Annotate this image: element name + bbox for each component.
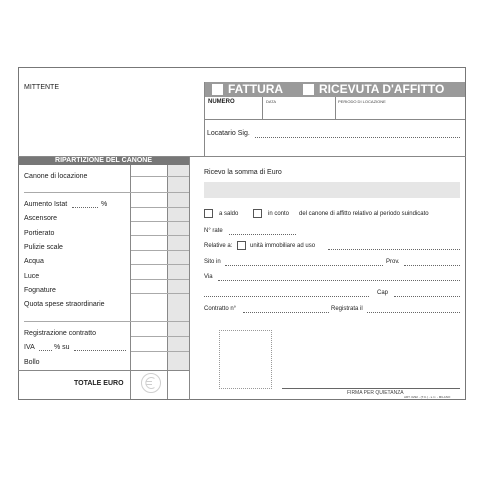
tenant-field[interactable] bbox=[255, 137, 460, 138]
receipt-checkbox[interactable] bbox=[303, 84, 314, 95]
relative-label: Relative a: bbox=[204, 243, 233, 249]
amount-field[interactable] bbox=[204, 182, 460, 198]
breakdown-title: RIPARTIZIONE DEL CANONE bbox=[55, 157, 152, 164]
row-vat-on: % su bbox=[54, 344, 70, 351]
account-label: in conto bbox=[268, 211, 290, 217]
prov-label: Prov. bbox=[386, 259, 400, 265]
rent-text: del canone di affitto relativo al periodo suindicato bbox=[299, 211, 429, 217]
vat-percent-field[interactable] bbox=[39, 350, 52, 351]
cents-column-shade bbox=[168, 165, 189, 370]
signature-line[interactable] bbox=[282, 388, 460, 389]
cap-field[interactable] bbox=[394, 296, 460, 297]
balance-label: a saldo bbox=[219, 211, 239, 217]
number-row-line bbox=[205, 119, 465, 120]
account-checkbox[interactable] bbox=[253, 209, 262, 218]
row-registration: Registrazione contratto bbox=[24, 330, 96, 337]
period-label: PERIODO DI LOCAZIONE bbox=[338, 99, 386, 104]
receipt-title: RICEVUTA D'AFFITTO bbox=[319, 82, 445, 96]
row-light: Luce bbox=[24, 273, 40, 280]
row-water: Acqua bbox=[24, 258, 44, 265]
address-extra-field[interactable] bbox=[204, 296, 369, 297]
street-label: Via bbox=[204, 274, 213, 280]
site-label: Sito in bbox=[204, 259, 221, 265]
contract-field[interactable] bbox=[243, 312, 329, 313]
registered-label: Registrata il bbox=[331, 306, 363, 312]
row-stamp: Bollo bbox=[24, 359, 40, 366]
row-stairs: Pulizie scale bbox=[24, 244, 63, 251]
rate-label: N° rate bbox=[204, 228, 223, 234]
row-istat-percent: % bbox=[101, 201, 108, 208]
vat-base-field[interactable] bbox=[74, 350, 126, 351]
amount-col-left bbox=[130, 165, 131, 399]
rate-field[interactable] bbox=[229, 234, 296, 235]
footer-code: ART. 0292 - (T.C.) - s.r.l. - MILANO bbox=[404, 395, 451, 399]
row-extra-expenses: Quota spese straordinarie bbox=[24, 301, 105, 308]
contract-label: Contratto n° bbox=[204, 306, 237, 312]
euro-icon bbox=[140, 372, 162, 394]
invoice-title: FATTURA bbox=[228, 82, 284, 96]
street-field[interactable] bbox=[218, 280, 460, 281]
signature-label: FIRMA PER QUIETANZA bbox=[347, 390, 404, 396]
tenant-label: Locatario Sig. bbox=[207, 130, 250, 137]
prov-field[interactable] bbox=[404, 265, 460, 266]
registered-field[interactable] bbox=[367, 312, 460, 313]
total-label: TOTALE EURO bbox=[74, 380, 124, 387]
number-label: NUMERO bbox=[208, 99, 235, 105]
istat-percent-field[interactable] bbox=[72, 207, 98, 208]
received-label: Ricevo la somma di Euro bbox=[204, 169, 282, 176]
date-period-divider bbox=[335, 97, 336, 119]
row-rent: Canone di locazione bbox=[24, 173, 88, 180]
unit-label: unità immobiliare ad uso bbox=[250, 243, 316, 249]
number-date-divider bbox=[262, 97, 263, 119]
unit-use-field[interactable] bbox=[328, 249, 460, 250]
sender-label: MITTENTE bbox=[24, 84, 59, 91]
row-istat: Aumento Istat bbox=[24, 201, 68, 208]
site-field[interactable] bbox=[225, 265, 383, 266]
row-sewer: Fognature bbox=[24, 287, 56, 294]
row-elevator: Ascensore bbox=[24, 215, 58, 222]
unit-checkbox[interactable] bbox=[237, 241, 246, 250]
row-concierge: Portierato bbox=[24, 230, 55, 237]
section-divider bbox=[189, 157, 190, 400]
cap-label: Cap bbox=[377, 290, 389, 296]
invoice-checkbox[interactable] bbox=[212, 84, 223, 95]
balance-checkbox[interactable] bbox=[204, 209, 213, 218]
stamp-box bbox=[219, 330, 272, 389]
date-label: DATA bbox=[266, 99, 277, 104]
row-vat: IVA bbox=[24, 344, 35, 351]
